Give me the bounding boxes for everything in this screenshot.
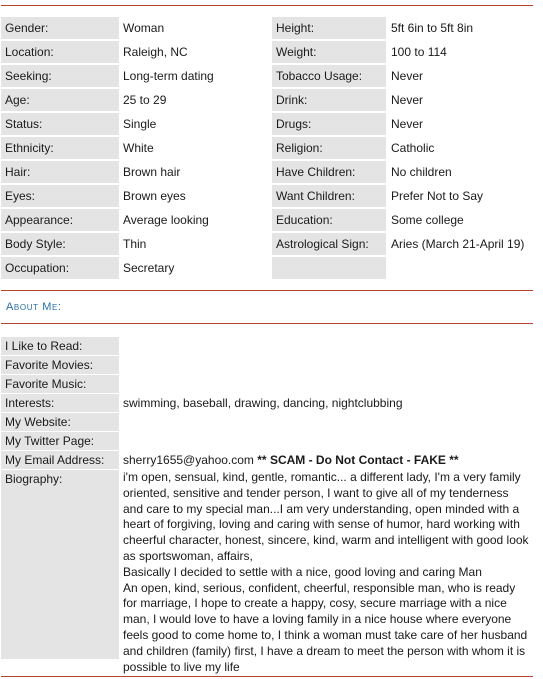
profile-value: 100 to 114 [391, 45, 447, 59]
profile-value: Thin [123, 237, 147, 251]
profile-value: Brown hair [123, 165, 181, 179]
biography-text [123, 470, 531, 675]
profile-label: Hair: [1, 161, 119, 183]
about-field-label: I Like to Read: [1, 337, 119, 355]
about-field-label: My Twitter Page: [1, 432, 119, 450]
profile-label: Age: [1, 89, 119, 111]
biography-paragraph: i'm open, sensual, kind, gentle, romantic... a different lady, I'm a very family oriented, sensitive and tender person, I want to give all of my tenderness and care to my special man...I am very understanding, open minded with a heart of forgiving, loving and caring with sense of humor, hard working with cheerful character, honest, sincere, kind, warm and intelligent with good look as sportswoman, affairs, [123, 470, 529, 563]
profile-value: Catholic [391, 141, 435, 155]
about-field-value [123, 356, 533, 374]
profile-label: Gender: [1, 17, 119, 39]
profile-value: 5ft 6in to 5ft 8in [391, 21, 474, 35]
profile-label: Weight: [272, 41, 386, 63]
profile-label: Tobacco Usage: [272, 65, 386, 87]
profile-label: Astrological Sign: [272, 233, 386, 255]
bottom-rule [1, 676, 533, 677]
biography-label: Biography: [1, 470, 119, 659]
top-rule [1, 5, 533, 6]
profile-value: Woman [123, 21, 165, 35]
profile-value: Single [123, 117, 157, 131]
profile-value: 25 to 29 [123, 93, 167, 107]
about-field-value [123, 337, 533, 355]
profile-label: Body Style: [1, 233, 119, 255]
profile-value: Average looking [123, 213, 209, 227]
profile-label: Education: [272, 209, 386, 231]
email-label: My Email Address: [1, 451, 119, 469]
section-rule [1, 323, 533, 324]
biography-paragraph: Basically I decided to settle with a nice, good loving and caring Man [123, 564, 482, 579]
profile-value: Never [391, 93, 424, 107]
about-field-label: My Website: [1, 413, 119, 431]
profile-value: White [123, 141, 154, 155]
profile-label: Have Children: [272, 161, 386, 183]
about-field-value [123, 432, 533, 450]
profile-empty-cell [272, 257, 386, 279]
profile-value: Aries (March 21-April 19) [391, 237, 525, 251]
profile-value: Brown eyes [123, 189, 186, 203]
profile-label: Height: [272, 17, 386, 39]
profile-label: Want Children: [272, 185, 386, 207]
profile-label: Status: [1, 113, 119, 135]
about-me-heading: About Me: [6, 301, 62, 313]
profile-label: Drugs: [272, 113, 386, 135]
profile-label: Religion: [272, 137, 386, 159]
email-value [123, 451, 533, 469]
profile-label: Appearance: [1, 209, 119, 231]
scam-warning: ** SCAM - Do Not Contact - FAKE ** [257, 453, 459, 467]
profile-value: Long-term dating [123, 69, 214, 83]
profile-value: No children [391, 165, 452, 179]
profile-value: Some college [391, 213, 464, 227]
about-field-label: Favorite Music: [1, 375, 119, 393]
about-field-label: Interests: [1, 394, 119, 412]
about-field-value [123, 413, 533, 431]
email-address: sherry1655@yahoo.com [123, 453, 254, 467]
about-field-value: swimming, baseball, drawing, dancing, nightclubbing [123, 396, 403, 410]
biography-paragraph: An open, kind, serious, confident, cheerful, responsible man, who is ready for marriage, I hope to create a happy, cosy, secure marriage with a nice man, I would love to have a loving family in a nice house where everyone feels good to come home to, I think a woman must take care of her husband and children (family) first, I have a dream to meet the person with whom it is possible to live my life [123, 580, 528, 674]
profile-value: Prefer Not to Say [391, 189, 484, 203]
about-field-label: Favorite Movies: [1, 356, 119, 374]
profile-label: Occupation: [1, 257, 119, 279]
profile-value: Secretary [123, 261, 175, 275]
profile-label: Location: [1, 41, 119, 63]
section-rule [1, 290, 533, 291]
about-field-value [123, 375, 533, 393]
profile-label: Eyes: [1, 185, 119, 207]
profile-value: Never [391, 117, 424, 131]
profile-value: Raleigh, NC [123, 45, 188, 59]
profile-label: Ethnicity: [1, 137, 119, 159]
profile-label: Seeking: [1, 65, 119, 87]
profile-value: Never [391, 69, 424, 83]
profile-label: Drink: [272, 89, 386, 111]
